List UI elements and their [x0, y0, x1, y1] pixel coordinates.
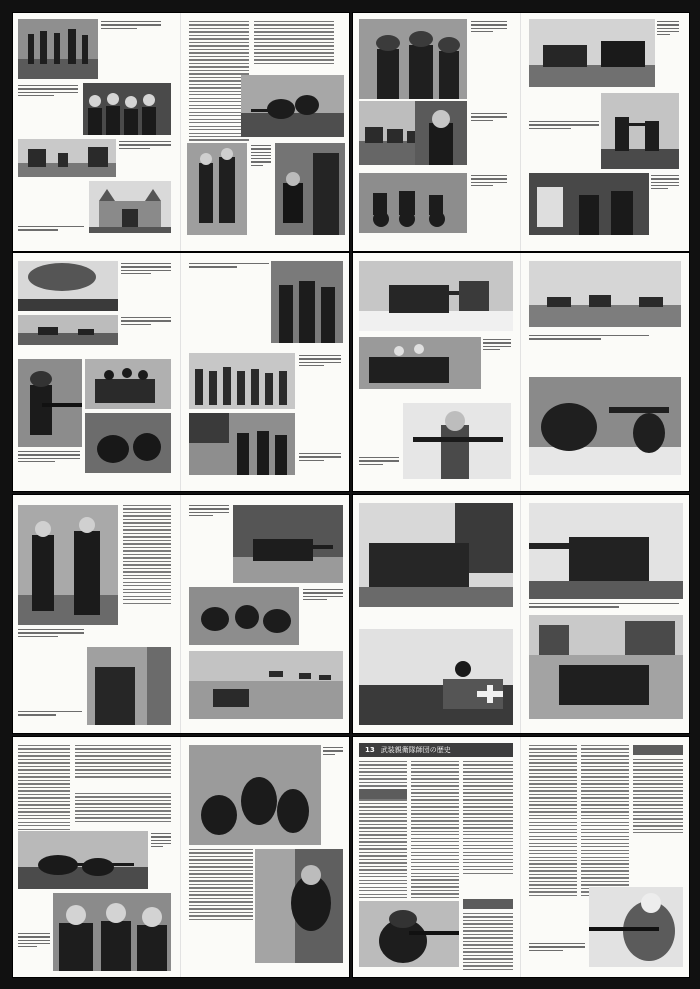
page-5 [13, 253, 181, 491]
section-subhead [359, 789, 407, 799]
caption [101, 21, 161, 29]
caption [471, 175, 507, 186]
photo-halftrack-crew [85, 359, 171, 409]
caption [299, 355, 341, 366]
body-text [463, 761, 513, 874]
page-10 [180, 495, 349, 733]
photo-soldier-portraits [53, 893, 171, 971]
photo-soldier-rifle-snow [589, 887, 683, 967]
spread-7 [12, 736, 350, 978]
photo-tanks-plain [529, 261, 681, 327]
section-subhead [633, 745, 683, 755]
caption [529, 603, 679, 608]
spread-6 [352, 494, 690, 734]
page-16 [520, 737, 689, 977]
caption [657, 21, 679, 35]
body-text [254, 21, 334, 64]
caption [359, 457, 399, 465]
caption [151, 833, 171, 847]
spread-8 [352, 736, 690, 978]
body-text [123, 505, 171, 604]
photo-soldier-mg [18, 359, 82, 447]
caption [18, 226, 84, 231]
photo-halftrack [529, 19, 655, 87]
page-12 [520, 495, 689, 733]
caption [651, 175, 679, 189]
caption [251, 145, 271, 166]
photo-soldiers-wall [275, 143, 345, 235]
caption [529, 943, 585, 951]
caption [299, 453, 341, 461]
page-8 [520, 253, 689, 491]
body-text [75, 745, 171, 778]
body-text [189, 849, 253, 920]
page-1 [13, 13, 181, 251]
body-text [189, 21, 249, 141]
page-13 [13, 737, 181, 977]
photo-machinegun-position [18, 831, 148, 889]
photo-officers-table [529, 173, 649, 235]
page-2 [180, 13, 349, 251]
body-text [75, 793, 171, 822]
photo-gun-crew-snow [529, 377, 681, 475]
caption [18, 629, 84, 637]
page-11 [353, 495, 521, 733]
caption [189, 505, 229, 516]
photo-tank-crew [359, 337, 481, 389]
photo-burning-village [18, 261, 118, 311]
photo-soldiers-marching [18, 19, 98, 79]
body-text [18, 745, 70, 830]
caption [303, 589, 343, 600]
body-text [581, 745, 629, 896]
caption [18, 933, 50, 947]
photo-officers-group [83, 83, 171, 135]
photo-tank-snow [359, 261, 513, 331]
photo-helmeted-soldiers [359, 19, 467, 99]
caption [529, 121, 599, 129]
spread-4 [352, 252, 690, 492]
body-text [411, 761, 459, 898]
article-number: 13 [365, 746, 375, 754]
body-text [463, 913, 513, 970]
spread-1 [12, 12, 350, 252]
caption [18, 85, 78, 96]
caption [483, 339, 511, 350]
caption [471, 21, 507, 32]
caption [471, 113, 507, 121]
photo-soldier-closeup [415, 101, 467, 165]
photo-sniper-helmet [359, 901, 459, 967]
page-6 [180, 253, 349, 491]
photo-soldiers-building [189, 413, 295, 475]
caption [529, 335, 649, 340]
photo-soldiers-rest [85, 413, 171, 473]
photo-officer-meeting [18, 505, 118, 625]
photo-soldier-winter-coat [87, 647, 171, 725]
page-9 [13, 495, 181, 733]
caption [121, 317, 171, 325]
page-14 [180, 737, 349, 977]
photo-soldiers-trench [187, 143, 247, 235]
body-text [633, 759, 683, 833]
page-15 [353, 737, 521, 977]
photo-tiger-tank [529, 503, 683, 599]
photo-machinegun-crew [241, 75, 344, 137]
photo-tank-commander [359, 629, 513, 725]
caption [119, 141, 171, 149]
caption [323, 747, 343, 755]
caption [189, 263, 269, 268]
photo-tank-column-field [189, 651, 343, 719]
caption [18, 711, 82, 716]
photo-panther-town [529, 615, 683, 719]
photo-infantry-advance [189, 587, 299, 645]
spread-2 [352, 12, 690, 252]
section-subhead [463, 899, 513, 909]
page-3 [353, 13, 521, 251]
article-title: 武装親衛隊師団の歴史 [380, 746, 451, 754]
photo-rifleman-running [601, 93, 679, 169]
caption [121, 263, 171, 274]
page-7 [353, 253, 521, 491]
spread-3 [12, 252, 350, 492]
caption [18, 451, 80, 462]
page-4 [520, 13, 689, 251]
spread-5 [12, 494, 350, 734]
photo-panzerfaust-soldier [403, 403, 511, 479]
photo-tank-destroyer [359, 503, 513, 607]
photo-city-gate [89, 181, 171, 233]
photo-tanks-field [18, 315, 118, 345]
photo-prisoners-line [189, 353, 295, 409]
body-text [529, 745, 577, 896]
photo-tank-woods [233, 505, 343, 583]
article-heading [359, 743, 513, 757]
photo-troops-forest [271, 261, 343, 343]
photo-motorcycle-troops [359, 173, 467, 233]
photo-soldier-trench-dugout [255, 849, 343, 963]
photo-troops-hillside [189, 745, 321, 845]
photo-village-street [18, 139, 116, 177]
